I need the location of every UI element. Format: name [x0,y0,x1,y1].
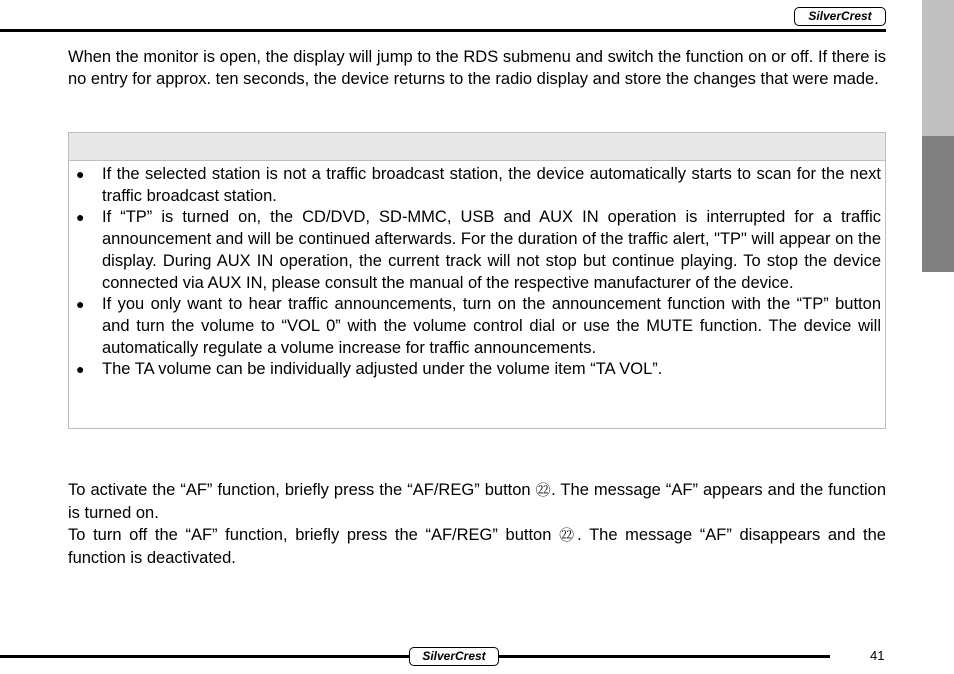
button-22-icon: ㉒ [559,527,578,544]
section-tab-dark [922,136,954,272]
note-item: ● If the selected station is not a traffic broadcast station, the device automatically starts to scan for the next traffic broadcast station. [76,165,881,205]
intro-paragraph: When the monitor is open, the display will jump to the RDS submenu and switch the function on or off. If there is no entry for approx. ten seconds, the device returns to the radio display and store the changes that were made. [68,48,886,88]
bullet-icon: ● [76,361,85,378]
page-number: 41 [870,648,885,663]
af-paragraph: To activate the “AF” function, briefly press the “AF/REG” button ㉒. The message “AF” appears and the function is turned on. To turn off the “AF” function, briefly press the “AF/REG” button ㉒. The message “AF” disappears and the function is deactivated. [68,481,886,567]
note-list [69,161,885,381]
bullet-icon: ● [76,209,85,226]
note-item: ● The TA volume can be individually adjusted under the volume item “TA VOL”. [73,359,881,381]
bullet-icon: ● [76,166,85,182]
brand-logo-header: SilverCrest [794,7,886,26]
footer-rule-left [0,655,409,658]
brand-logo-footer: SilverCrest [409,647,499,666]
note-box [68,132,886,429]
section-tab-light [922,0,954,136]
header-rule [0,29,886,32]
note-item: ● If you only want to hear traffic announcements, turn on the announcement function with the “TP” button and turn the volume to “VOL 0” with the volume control dial or use the MUTE function. The device will automatically regulate a volume increase for traffic announcements. [76,295,881,357]
note-header-bar [69,133,885,161]
footer-rule-right [499,655,830,658]
button-22-icon: ㉒ [535,482,552,499]
bullet-icon: ● [76,296,85,313]
note-item: ● If “TP” is turned on, the CD/DVD, SD-MMC, USB and AUX IN operation is interrupted for a traffic announcement and will be continued afterwards. For the duration of the traffic alert, "TP" will appear on the display. During AUX IN operation, the current track will not stop but continue playing. To stop the device connected via AUX IN, please consult the manual of the respective manufacturer of the device. [76,208,881,292]
